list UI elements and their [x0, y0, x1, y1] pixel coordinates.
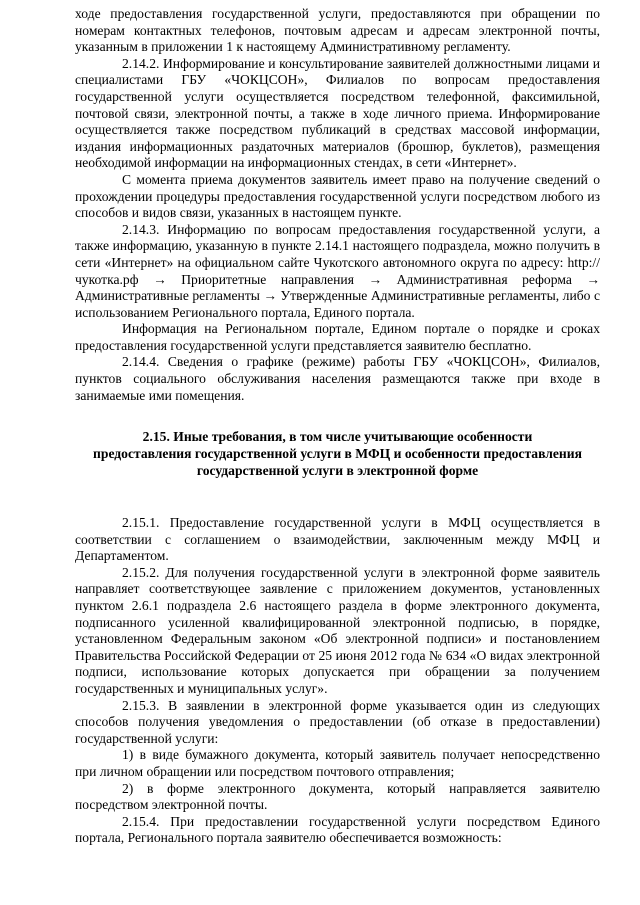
document-body-top: [75, 6, 600, 404]
list-item-electronic-document: 2) в форме электронного документа, который направляется заявителю посредством электронной почты.: [75, 780, 600, 813]
document-body-bottom: [75, 515, 600, 847]
paragraph-application-status: С момента приема документов заявитель имеет право на получение сведений о прохождении процедуры предоставления государственной услуги посредством любого из способов и видов связи, указанных в настоящем пункте.: [75, 171, 600, 221]
heading-line: государственной услуги в электронной форме: [196, 463, 479, 478]
section-heading-2-15: [75, 428, 600, 479]
heading-line: предоставления государственной услуги в МФЦ и особенности предоставления: [93, 446, 582, 461]
paragraph-2-14-4: 2.14.4. Сведения о графике (режиме) работы ГБУ «ЧОКЦСОН», Филиалов, пунктов социального обслуживания населения размещаются также при входе в занимаемые ими помещения.: [75, 354, 600, 403]
paragraph-continuation: ходе предоставления государственной услуги, предоставляются при обращении по номерам контактных телефонов, почтовым адресам и адресам электронной почты, указанным в приложении 1 к настоящему Административному регламенту.: [75, 6, 600, 55]
paragraph-2-15-2: 2.15.2. Для получения государственной услуги в электронной форме заявитель направляет соответствующее заявление с приложением документов, установленных пунктом 2.6.1 подраздела 2.6 настоящего раздела в форме электронного документа, подписанного усиленной квалифицированной электронной подписью, в порядке, установленном Федеральным законом «Об электронной подписи» и постановлением Правительства Российской Федерации от 25 июня 2012 года № 634 «О видах электронной подписи, использование которых допускается при обращении за получением государственных и муниципальных услуг».: [75, 564, 600, 696]
paragraph-2-14-2: 2.14.2. Информирование и консультирование заявителей должностными лицами и специалистами ГБУ «ЧОКЦСОН», Филиалов по вопросам предоставления государственной услуги осуществляется посредством телефонной, факсимильной, почтовой связи, электронной почты, а также в ходе личного приема. Информирование осуществляется также посредством публикаций в средствах массовой информации, издания информационных раздаточных материалов (брошюр, буклетов), размещения необходимой информации на информационных стендах, в сети «Интернет».: [75, 55, 600, 171]
paragraph-2-14-3: 2.14.3. Информацию по вопросам предоставления государственной услуги, а также информацию, указанную в пункте 2.14.1 настоящего подраздела, можно получить в сети «Интернет» на официальном сайте Чукотского автономного округа по адресу: http://чукотка.рф → Приоритетные направления → Административная реформа → Административные регламенты → Утвержденные Административные регламенты, либо с использованием Регионального портала, Единого портала.: [75, 221, 600, 320]
list-item-paper-document: 1) в виде бумажного документа, который заявитель получает непосредственно при личном обращении или посредством почтового отправления;: [75, 747, 600, 779]
paragraph-2-15-3: 2.15.3. В заявлении в электронной форме указывается один из следующих способов получения уведомления о предоставлении (об отказе в предоставлении) государственной услуги:: [75, 697, 600, 746]
paragraph-portal-info: Информация на Региональном портале, Едином портале о порядке и сроках предоставления государственной услуги представляется заявителю бесплатно.: [75, 321, 600, 353]
heading-line: 2.15. Иные требования, в том числе учитывающие особенности: [142, 429, 533, 444]
paragraph-2-15-1: 2.15.1. Предоставление государственной услуги в МФЦ осуществляется в соответствии с соглашением о взаимодействии, заключенным между МФЦ и Департаментом.: [75, 515, 600, 564]
paragraph-2-15-4: 2.15.4. При предоставлении государственной услуги посредством Единого портала, Регионального портала заявителю обеспечивается возможность:: [75, 813, 600, 846]
